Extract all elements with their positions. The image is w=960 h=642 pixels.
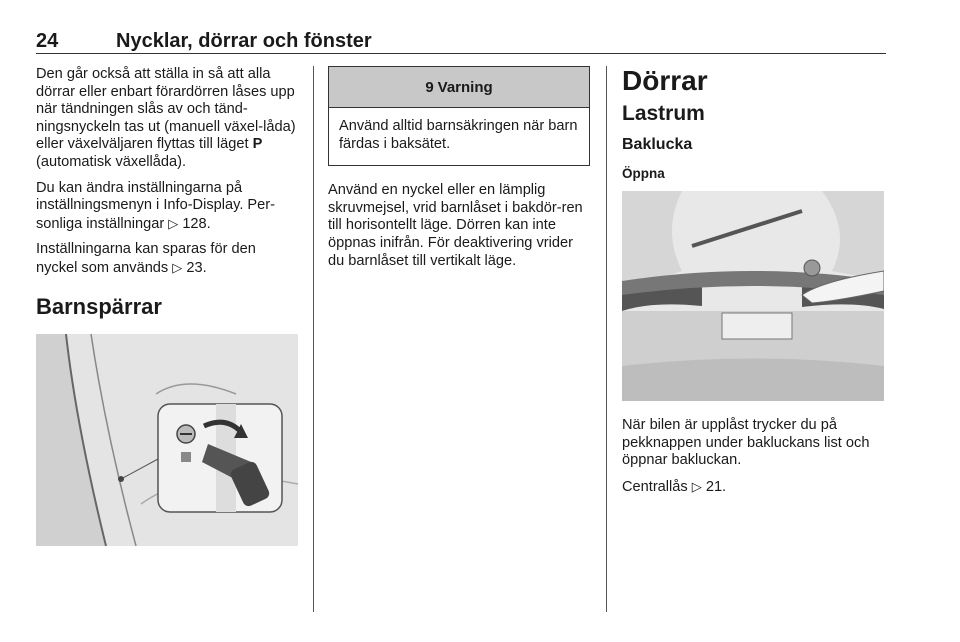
column-divider [606,66,607,612]
warning-icon: 9 [425,78,434,96]
column-middle [328,66,590,278]
warning-box [328,66,590,166]
heading-cargo: Lastrum [622,102,705,125]
arrow-right-icon: ▷ [168,215,179,231]
paragraph-central-lock: Centrallås ▷ 21. [622,478,727,495]
section-heading-child-locks: Barnspärrar [36,293,162,319]
paragraph-child-lock-instructions: Använd en nyckel eller en lämplig skruvmejsel, vrid barnlåset i bakdör-ren till horisontellt läge. Dörren kan inte öppnas inifrån. För deaktivering vrider du barnlåset till vertikalt läge. [328,182,583,269]
column-divider [313,66,314,612]
gear-position-p: P [252,136,263,153]
column-left [36,66,298,546]
column-right [622,66,884,504]
page-header [36,30,886,52]
arrow-right-icon: ▷ [691,478,702,494]
page-reference[interactable]: 21. [705,478,727,495]
page-number: 24 [36,30,59,52]
page-reference[interactable]: 128. [182,215,211,232]
warning-header [329,67,589,108]
chapter-title: Nycklar, dörrar och fönster [116,30,372,52]
warning-text: Använd alltid barnsäkringen när barn färdas i baksätet. [339,118,578,152]
tailgate-illustration [622,191,884,401]
header-rule [36,53,886,54]
paragraph-unlock-settings: Den går också att ställa in så att alla dörrar eller enbart förardörren låses upp när tändningen slås av och tänd-ningsnyckeln tas ut (manuell växel-låda) eller växelväljaren flyttas till läget P (automatisk växellåda). [36,66,296,170]
heading-tailgate: Baklucka [622,136,693,153]
heading-doors: Dörrar [622,65,708,96]
paragraph-info-display: Du kan ändra inställningarna på inställningsmenyn i Info-Display. Per-sonliga inställningar ▷ 128. [36,179,276,232]
child-lock-illustration [36,334,298,546]
arrow-right-icon: ▷ [172,259,183,275]
page-reference[interactable]: 23. [186,259,207,276]
paragraph-tailgate-open: När bilen är upplåst trycker du på pekknappen under bakluckans list och öppnar bakluckan. [622,417,870,469]
warning-title: Varning [437,78,493,96]
heading-open: Öppna [622,166,665,181]
warning-body [329,108,589,165]
paragraph-key-settings: Inställningarna kan sparas för den nyckel som används ▷ 23. [36,241,256,276]
